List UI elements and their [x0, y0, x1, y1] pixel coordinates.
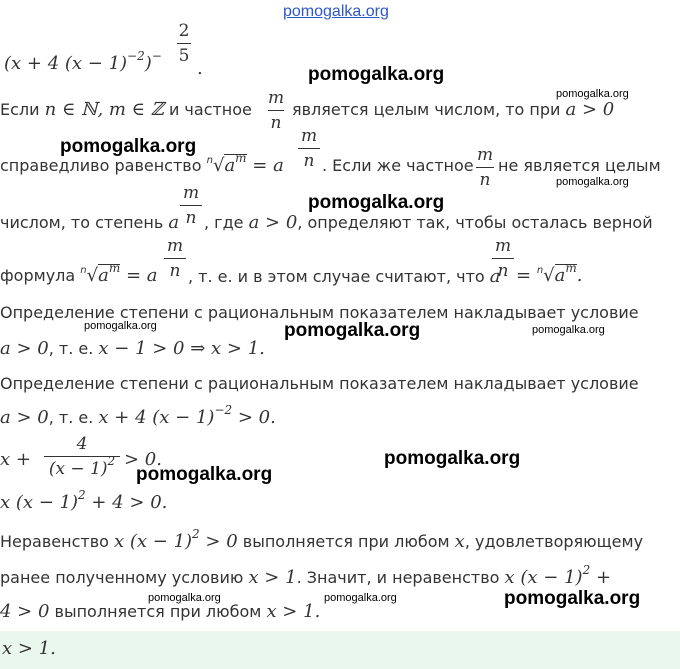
- text-line-8: Определение степени с рациональным показателем накладывает условие: [0, 374, 639, 393]
- text-line-13: ранее полученному условию x > 1. Значит, и неравенство x $(x - 1)^2$ +: [0, 563, 612, 588]
- text-line-9: a > 0, т. е. x + 4 $(x - 1)^{-2} > 0$.: [0, 403, 276, 428]
- watermark: pomogalka.org: [532, 324, 605, 336]
- watermark: pomogalka.org: [384, 448, 521, 469]
- expr-pow-sign: −: [151, 49, 162, 63]
- watermark: pomogalka.org: [136, 464, 273, 485]
- text-line-10a: x +: [0, 449, 31, 470]
- watermark: pomogalka.org: [324, 592, 397, 604]
- watermark: pomogalka.org: [84, 320, 157, 332]
- watermark: pomogalka.org: [308, 64, 445, 85]
- text-line-2b: является целым числом, то при a > 0: [292, 99, 615, 120]
- text-line-5: формула $^n√a^m = a$: [0, 261, 158, 286]
- text-line-4b: , где a > 0, определяют так, чтобы осталась верной: [204, 212, 653, 233]
- text-line-7: a > 0, т. е. x − 1 > 0 ⇒ x > 1.: [0, 338, 265, 359]
- fraction-2-5: 2 5: [178, 21, 190, 66]
- text-line-10b: > 0.: [124, 449, 162, 470]
- watermark: pomogalka.org: [556, 176, 629, 188]
- fraction-m-n-1: m n: [268, 88, 285, 133]
- expr-base: (x + 4 (x − 1): [4, 53, 128, 74]
- watermark: pomogalka.org: [148, 592, 221, 604]
- watermark: pomogalka.org: [556, 88, 629, 100]
- expr-exp: −2: [127, 49, 145, 63]
- fraction-m-n-5: m n: [164, 236, 186, 281]
- formula-line-1-end: .: [197, 58, 203, 79]
- text-line-2: Если n ∈ ℕ, m ∈ ℤ и частное: [0, 99, 252, 120]
- text-line-6: Определение степени с рациональным показателем накладывает условие: [0, 303, 639, 322]
- answer-text: x > 1.: [2, 638, 56, 659]
- text-line-3b: . Если же частное: [322, 156, 474, 175]
- fraction-m-n-6: m n: [492, 236, 514, 281]
- text-line-5c: = $^n√a^m$.: [516, 261, 583, 286]
- watermark: pomogalka.org: [504, 588, 641, 609]
- text-line-14: 4 > 0 выполняется при любом x > 1.: [0, 601, 321, 622]
- fraction-m-n-3: m n: [476, 145, 494, 190]
- watermark-top-link[interactable]: pomogalka.org: [283, 3, 389, 20]
- watermark: pomogalka.org: [284, 320, 421, 341]
- formula-line-1: [4, 49, 162, 74]
- text-line-4: числом, то степень a: [0, 212, 180, 233]
- expr-close: ): [144, 53, 152, 74]
- text-line-5b: , т. е. и в этом случае считают, что a: [188, 266, 501, 287]
- text-line-11: x $(x - 1)^2 + 4 > 0$.: [0, 488, 168, 513]
- text-line-12: Неравенство x $(x - 1)^2 > 0$ выполняется при любом x, удовлетворяющему: [0, 527, 644, 552]
- watermark: pomogalka.org: [308, 192, 445, 213]
- fraction-m-n-2: m n: [298, 126, 320, 171]
- text-line-3c: не является целым: [498, 156, 661, 175]
- fraction-m-n-4: m n: [180, 183, 202, 228]
- fraction-4-over: 4 $(x - 1)^2$: [44, 434, 120, 479]
- answer-panel: [0, 631, 680, 669]
- watermark: pomogalka.org: [60, 136, 197, 157]
- text-line-3: справедливо равенство $^n√a^m = a$: [0, 151, 284, 176]
